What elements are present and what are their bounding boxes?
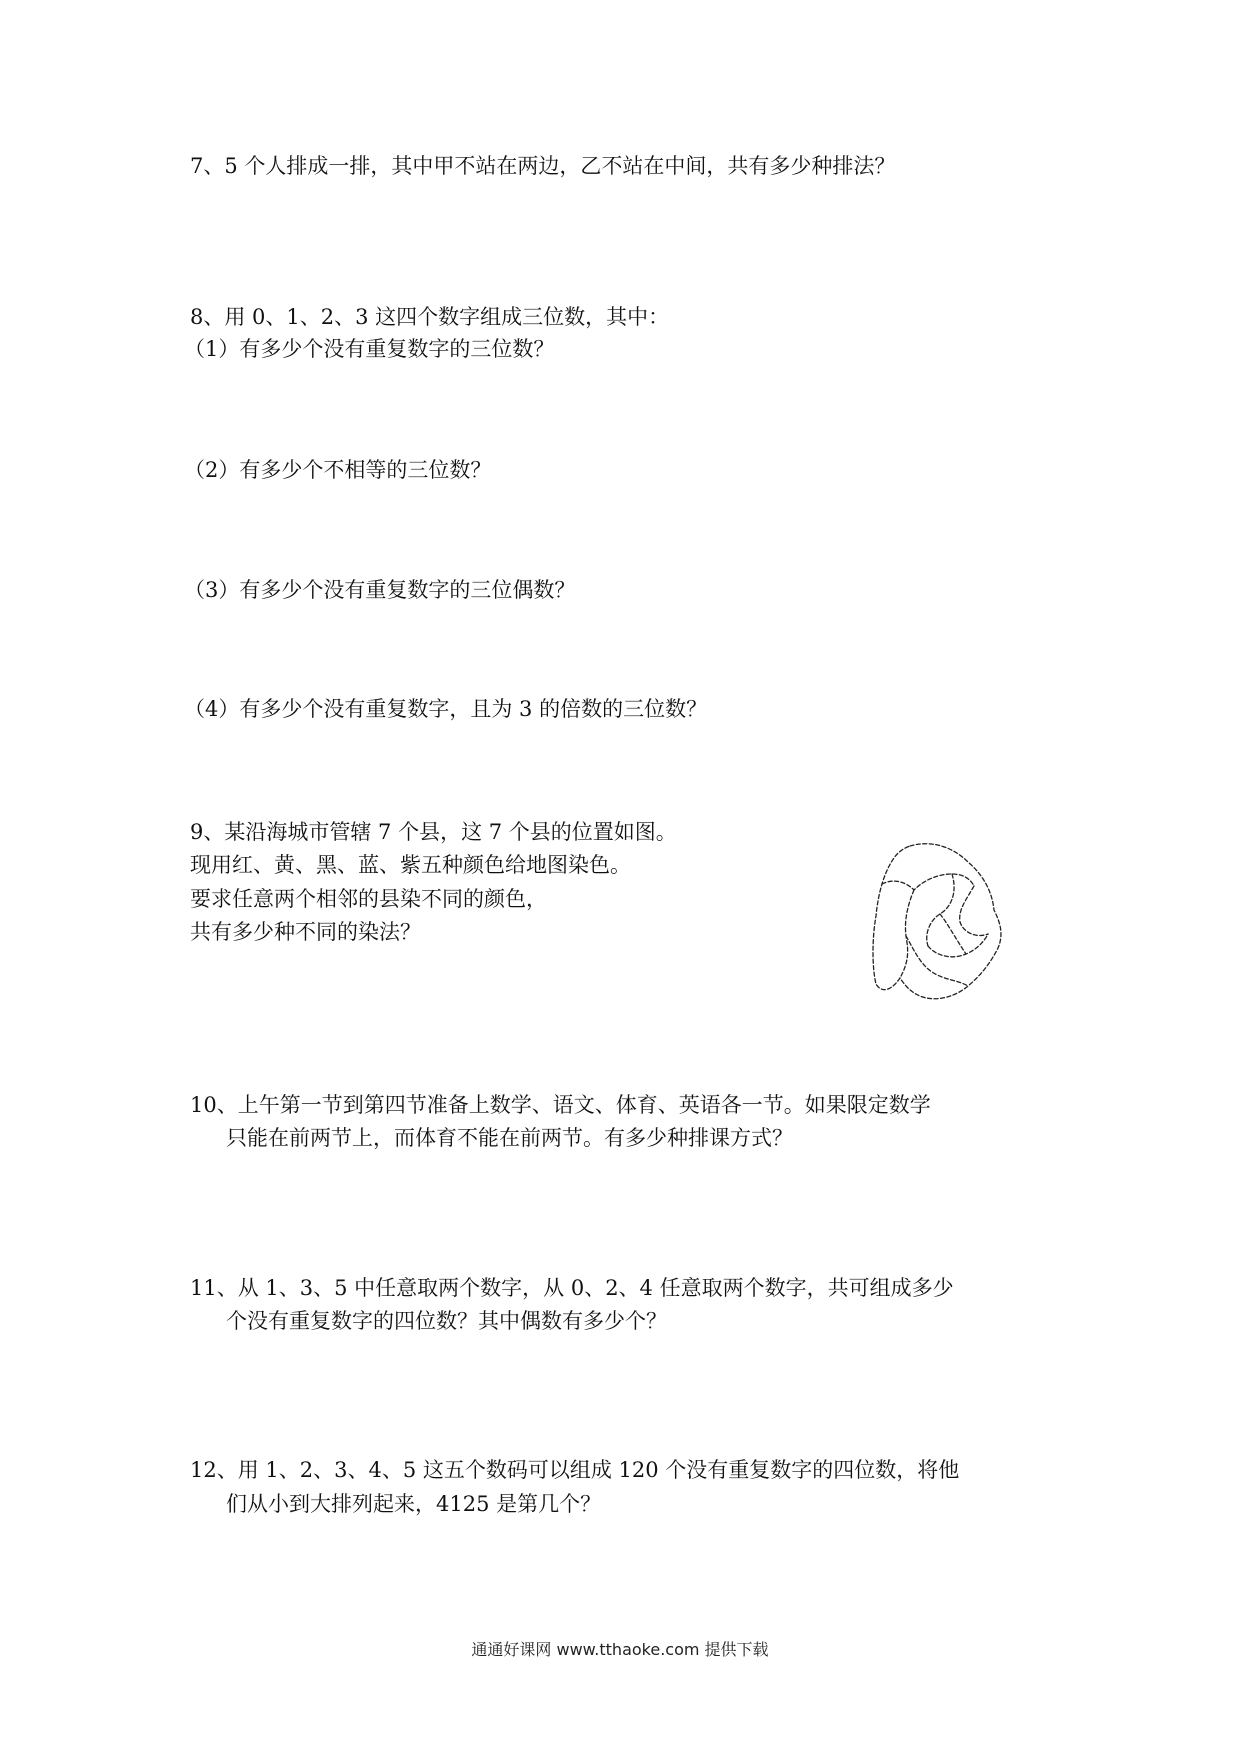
map-border-5 (928, 934, 988, 957)
question-9-line-2: 现用红、黄、黑、蓝、紫五种颜色给地图染色。 (190, 853, 631, 877)
question-8-part-3: （3）有多少个没有重复数字的三位偶数？ (184, 578, 576, 602)
map-border-2 (900, 890, 914, 978)
question-10-line-2: 只能在前两节上，而体育不能在前两节。有多少种排课方式？ (226, 1126, 793, 1150)
page-footer: 通通好课网 www.tthaoke.com 提供下载 (471, 1640, 769, 1659)
question-8-part-2: （2）有多少个不相等的三位数？ (184, 458, 492, 482)
map-border-7 (940, 914, 966, 954)
question-8-part-4: （4）有多少个没有重复数字，且为 3 的倍数的三位数？ (184, 697, 708, 721)
question-10-line-1: 10、上午第一节到第四节准备上数学、语文、体育、英语各一节。如果限定数学 (190, 1093, 931, 1117)
question-8-stem: 8、用 0、1、2、3 这四个数字组成三位数，其中： (190, 305, 670, 329)
question-9-line-1: 9、某沿海城市管辖 7 个县，这 7 个县的位置如图。 (190, 820, 677, 844)
county-map-figure (870, 838, 1010, 1008)
question-8-part-1: （1）有多少个没有重复数字的三位数？ (184, 337, 555, 361)
map-border-3 (927, 874, 954, 946)
question-7: 7、5 个人排成一排，其中甲不站在两边，乙不站在中间，共有多少种排法？ (190, 154, 896, 178)
question-11-line-1: 11、从 1、3、5 中任意取两个数字，从 0、2、4 任意取两个数字，共可组成多少 (190, 1276, 954, 1300)
question-9-line-4: 共有多少种不同的染法？ (190, 920, 421, 944)
question-9-line-3: 要求任意两个相邻的县染不同的颜色， (190, 887, 547, 911)
question-11-line-2: 个没有重复数字的四位数？其中偶数有多少个？ (226, 1309, 667, 1333)
map-border-4 (960, 886, 988, 936)
map-outline (873, 844, 1001, 999)
question-12-line-1: 12、用 1、2、3、4、5 这五个数码可以组成 120 个没有重复数字的四位数，将他 (190, 1458, 960, 1482)
question-12-line-2: 们从小到大排列起来，4125 是第几个？ (226, 1492, 602, 1516)
map-border-1 (882, 874, 974, 890)
